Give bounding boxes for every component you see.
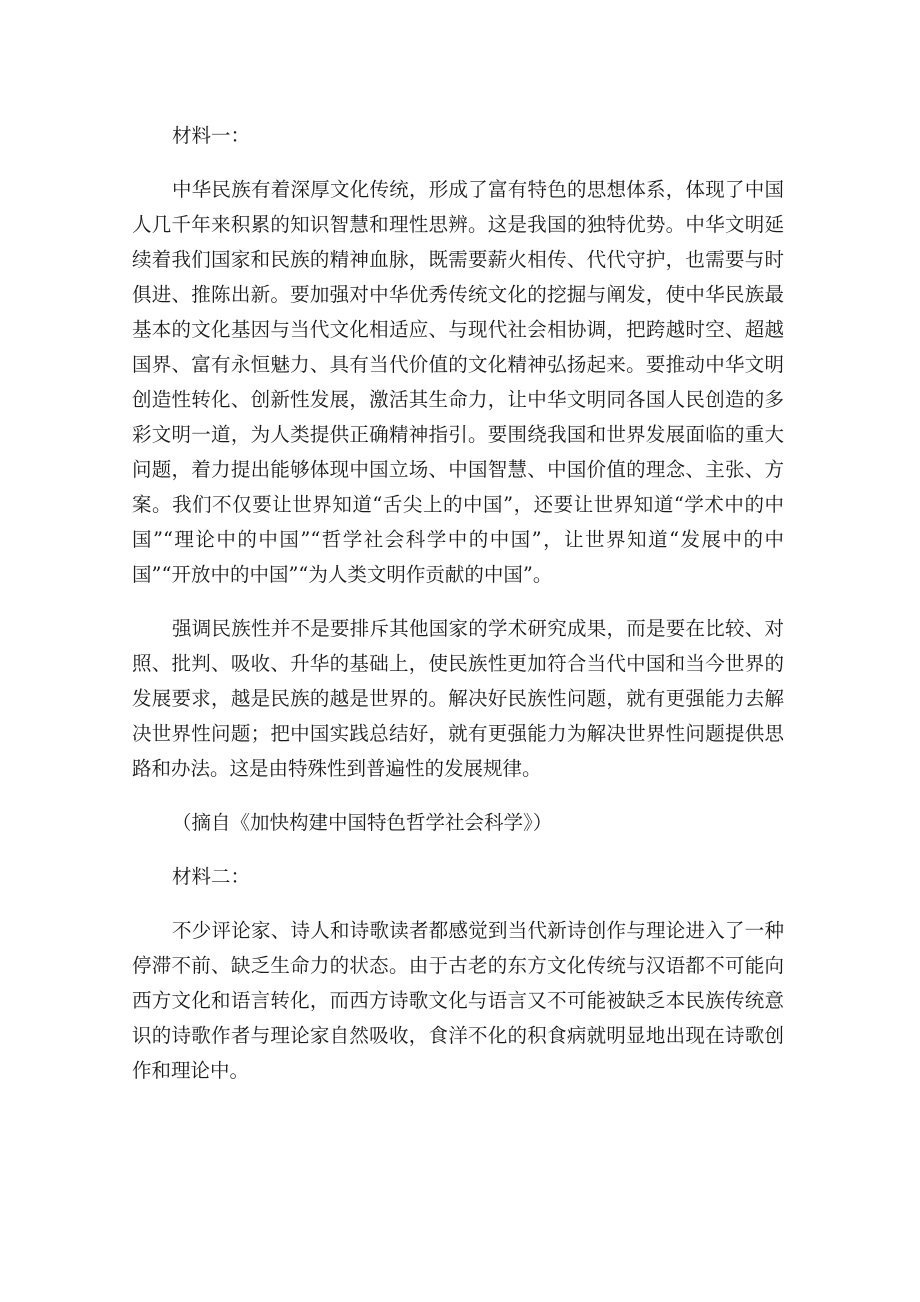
material-two-label: 材料二： xyxy=(172,865,251,888)
material-two-paragraph-1: 不少评论家、诗人和诗歌读者都感觉到当代新诗创作与理论进入了一种停滞不前、缺乏生命力的状态。由于古老的东方文化传统与汉语都不可能向西方文化和语言转化，而西方诗歌文化与语言又不可能被缺乏本民族传统意识的诗歌作者与理论家自然吸收，食洋不化的积食病就明显地出现在诗歌创作和理论中。 xyxy=(132,919,784,1082)
document-body xyxy=(132,118,784,1088)
material-one-paragraph-2: 强调民族性并不是要排斥其他国家的学术研究成果，而是要在比较、对照、批判、吸收、升华的基础上，使民族性更加符合当代中国和当今世界的发展要求，越是民族的越是世界的。解决好民族性问题，就有更强能力去解决世界性问题；把中国实践总结好，就有更强能力为解决世界性问题提供思路和办法。这是由特殊性到普遍性的发展规律。 xyxy=(132,617,784,780)
material-one-source: （摘自《加快构建中国特色哲学社会科学》） xyxy=(172,811,553,834)
material-one-label: 材料一： xyxy=(172,124,251,147)
material-one-paragraph-1: 中华民族有着深厚文化传统，形成了富有特色的思想体系，体现了中国人几千年来积累的知识智慧和理性思辨。这是我国的独特优势。中华文明延续着我们国家和民族的精神血脉，既需要薪火相传、代代守护，也需要与时俱进、推陈出新。要加强对中华优秀传统文化的挖掘与阐发，使中华民族最基本的文化基因与当代文化相适应、与现代社会相协调，把跨越时空、超越国界、富有永恒魅力、具有当代价值的文化精神弘扬起来。要推动中华文明创造性转化、创新性发展，激活其生命力，让中华文明同各国人民创造的多彩文明一道，为人类提供正确精神指引。要围绕我国和世界发展面临的重大问题，着力提出能够体现中国立场、中国智慧、中国价值的理念、主张、方案。我们不仅要让世界知道“舌尖上的中国”，还要让世界知道“学术中的中国”“理论中的中国”“哲学社会科学中的中国”，让世界知道“发展中的中国”“开放中的中国”“为人类文明作贡献的中国”。 xyxy=(132,178,784,586)
